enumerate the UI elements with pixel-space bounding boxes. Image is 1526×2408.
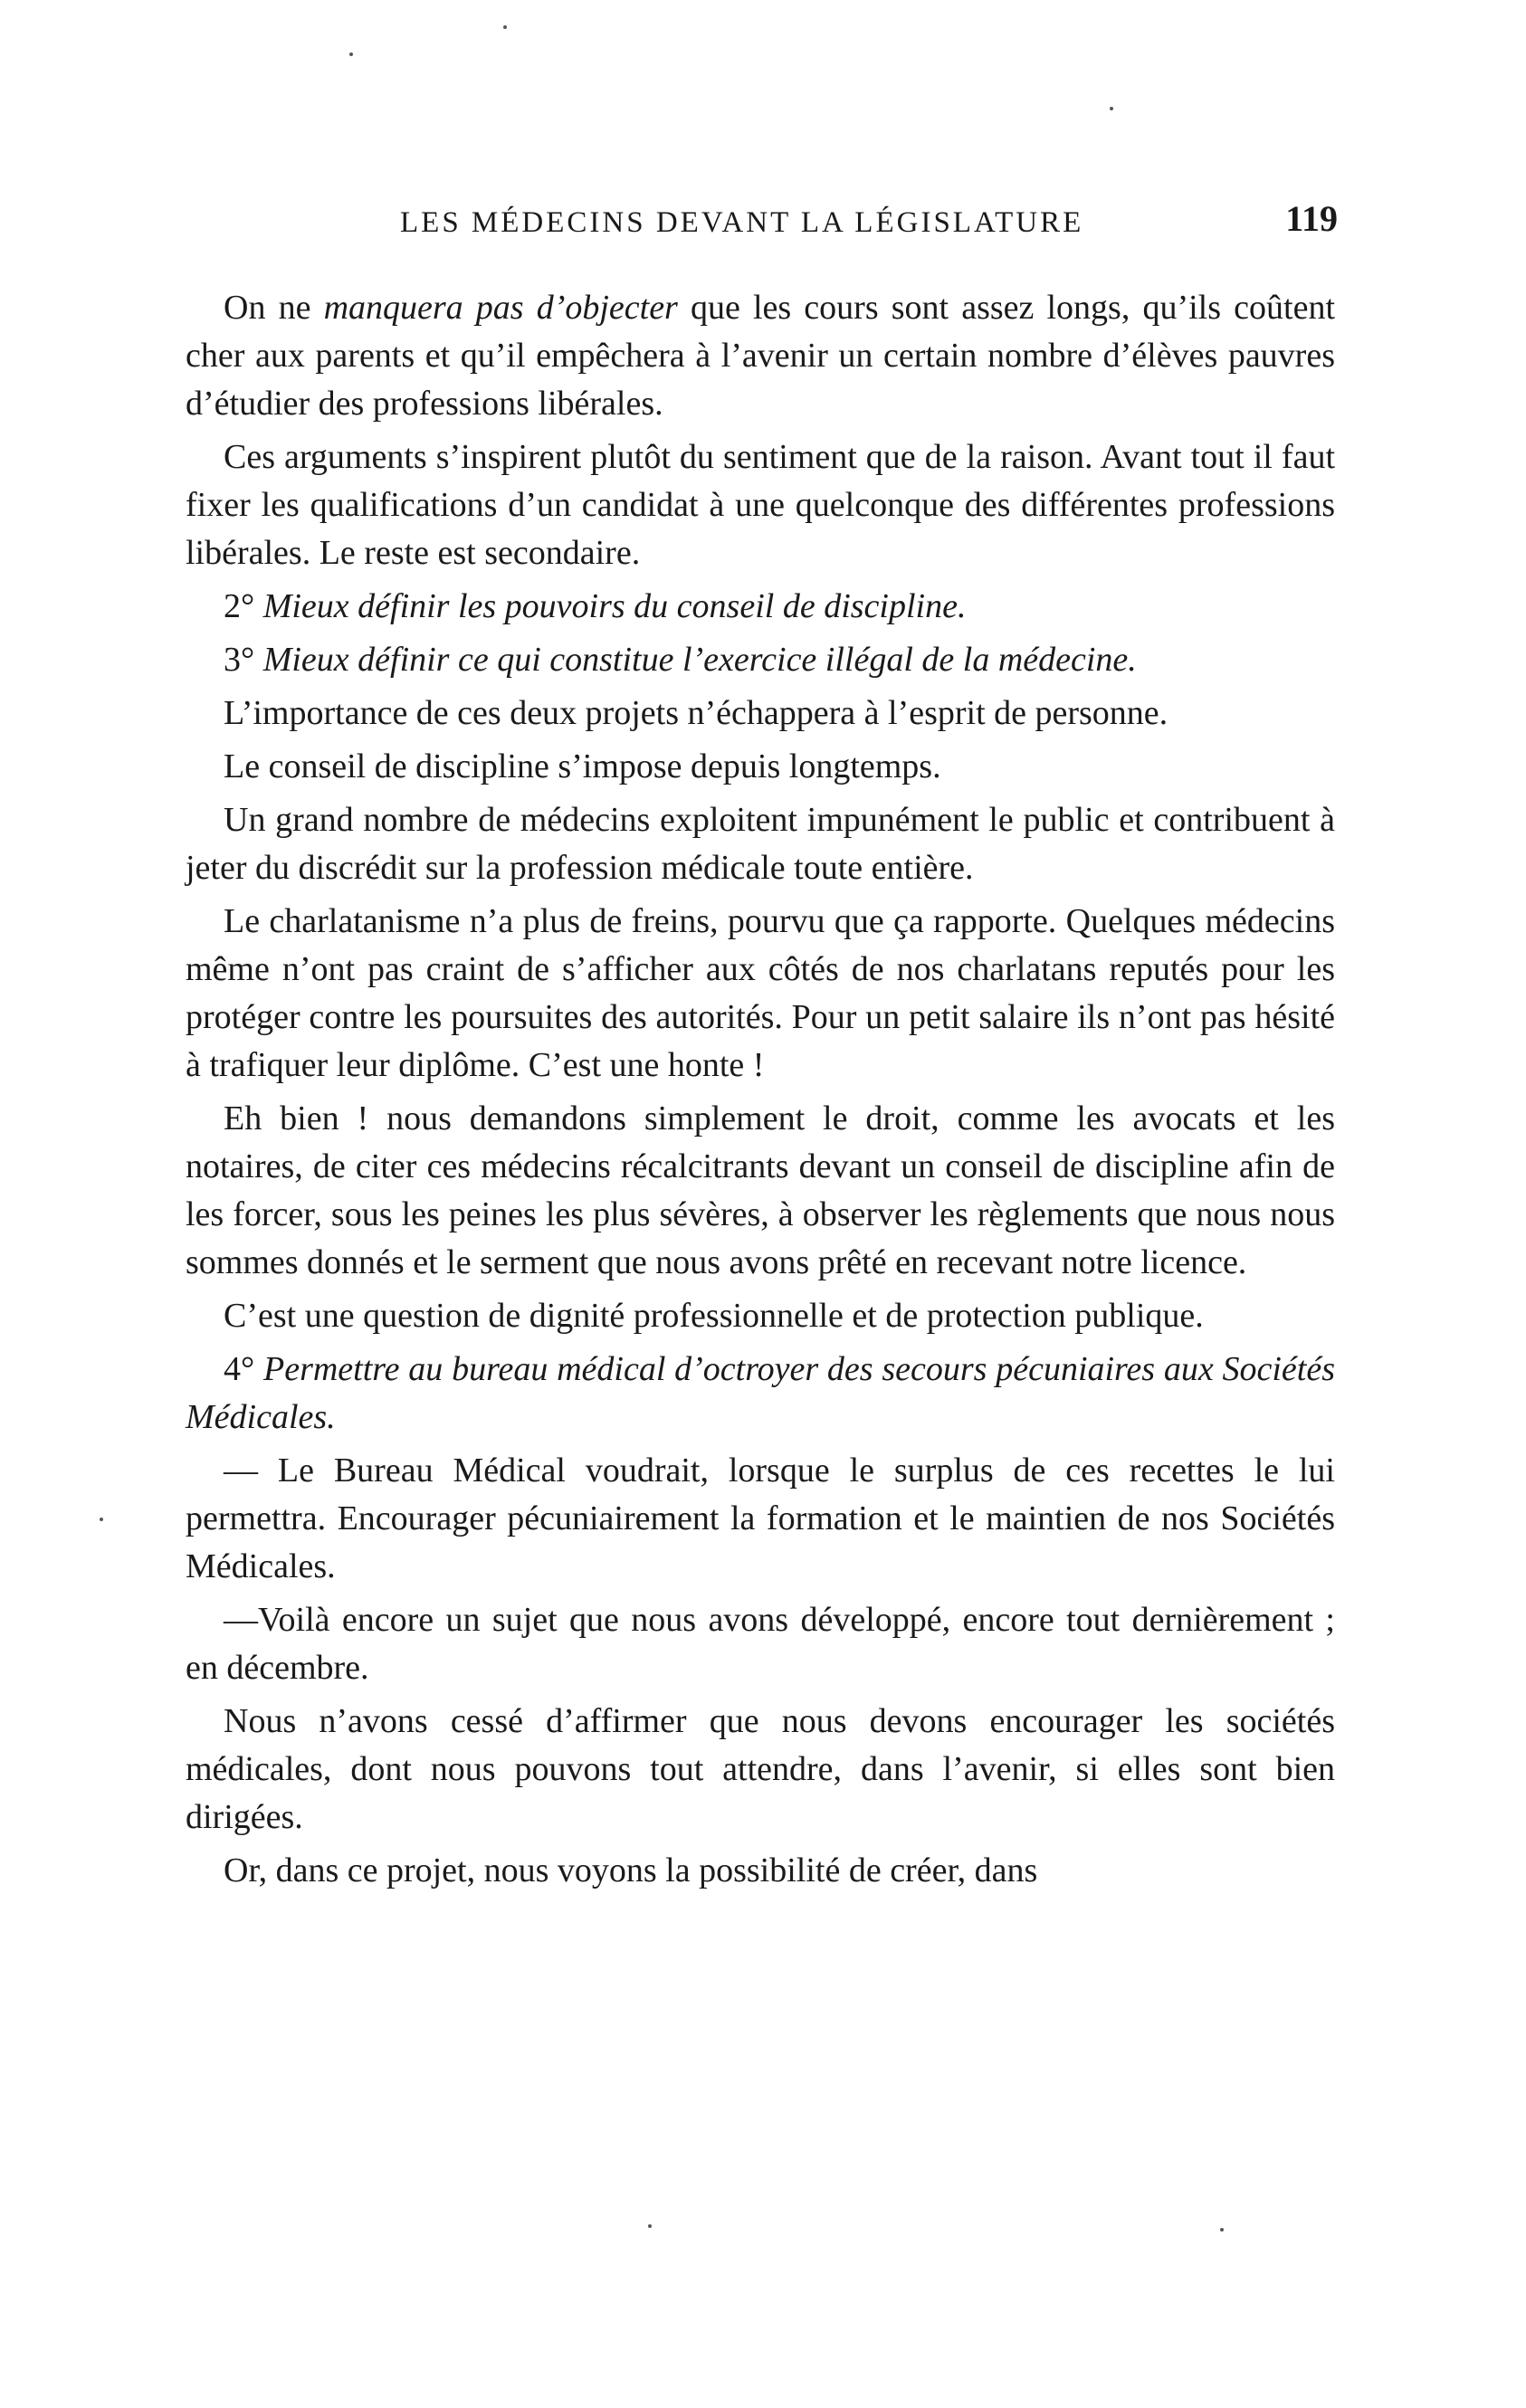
heading-number: 4°: [224, 1350, 263, 1388]
paragraph-text: que les cours sont assez longs, qu’ils coûtent cher aux parents et qu’il empêchera à l’avenir un certain nombre d’élèves pauvres d’étudier des professions libérales.: [186, 289, 1335, 423]
paragraph: L’importance de ces deux projets n’échappera à l’esprit de personne.: [224, 694, 1168, 732]
paragraph: C’est une question de dignité professionnelle et de protection publique.: [224, 1297, 1204, 1335]
paragraph: Ces arguments s’inspirent plutôt du sentiment que de la raison. Avant tout il faut fixer les qualifications d’un candidat à une quelconque des différentes professions libérales. Le reste est secondaire.: [186, 438, 1335, 572]
emphasis-text: manquera pas d’objecter: [323, 289, 678, 327]
numbered-heading: [186, 1346, 1335, 1442]
running-title: LES MÉDECINS DEVANT LA LÉGISLATURE: [400, 206, 1084, 239]
scan-speck: [100, 1518, 103, 1521]
scan-speck: [503, 25, 507, 29]
paragraph: Le charlatanisme n’a plus de freins, pourvu que ça rapporte. Quelques médecins même n’ont pas craint de s’afficher aux côtés de nos charlatans reputés pour les protéger contre les poursuites des autorités. Pour un petit salaire ils n’ont pas hésité à trafiquer leur diplôme. C’est une honte !: [186, 902, 1335, 1084]
scan-speck: [1110, 107, 1113, 110]
paragraph: Eh bien ! nous demandons simplement le droit, comme les avocats et les notaires, de citer ces médecins récalcitrants devant un conseil de discipline afin de les forcer, sous les peines les plus sévères, à observer les règlements que nous nous sommes donnés et le serment que nous avons prêté en recevant notre licence.: [186, 1099, 1335, 1281]
numbered-heading: [186, 636, 1335, 684]
heading-number: 3°: [224, 641, 263, 679]
body-text: [186, 284, 1335, 1900]
heading-text: Mieux définir les pouvoirs du conseil de discipline.: [262, 587, 967, 625]
numbered-heading: [186, 583, 1335, 631]
paragraph: Nous n’avons cessé d’affirmer que nous devons encourager les sociétés médicales, dont nous pouvons tout attendre, dans l’avenir, si elles sont bien dirigées.: [186, 1702, 1335, 1836]
paragraph: Un grand nombre de médecins exploitent impunément le public et contribuent à jeter du discrédit sur la profession médicale toute entière.: [186, 801, 1335, 887]
paragraph: Le conseil de discipline s’impose depuis longtemps.: [224, 747, 941, 785]
paragraph: Or, dans ce projet, nous voyons la possibilité de créer, dans: [224, 1851, 1038, 1889]
paragraph: [186, 284, 1335, 428]
paragraph-text: On ne: [224, 289, 324, 327]
scan-speck: [349, 52, 353, 56]
heading-text: Permettre au bureau médical d’octroyer des secours pécuniaires aux Sociétés Médicales.: [186, 1350, 1336, 1436]
scan-speck: [648, 2224, 652, 2228]
page-number: 119: [1285, 198, 1338, 239]
heading-number: 2°: [224, 587, 263, 625]
heading-text: Mieux définir ce qui constitue l’exercice illégal de la médecine.: [262, 641, 1137, 679]
page-header: [201, 197, 1338, 252]
paragraph: — Le Bureau Médical voudrait, lorsque le surplus de ces recettes le lui permettra. Encourager pécuniairement la formation et le maintien de nos Sociétés Médicales.: [186, 1451, 1335, 1585]
scan-speck: [1220, 2228, 1224, 2232]
paragraph: —Voilà encore un sujet que nous avons développé, encore tout dernièrement ; en décembre.: [186, 1601, 1335, 1687]
